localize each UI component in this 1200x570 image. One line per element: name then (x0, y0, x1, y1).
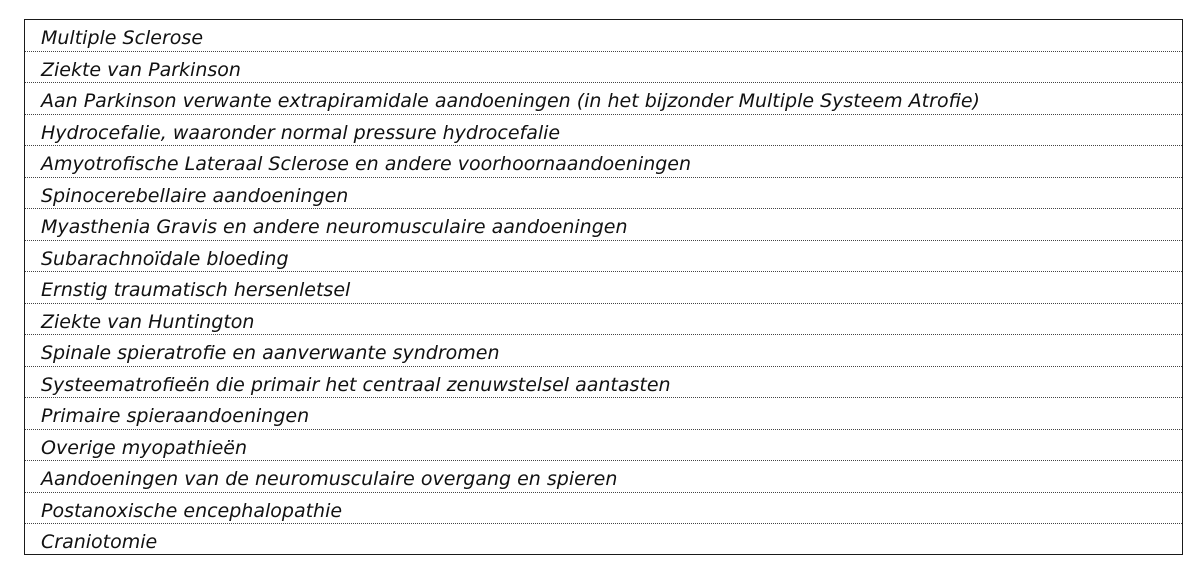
table-row: Systeematrofieën die primair het centraal zenuwstelsel aantasten (25, 367, 1182, 399)
table-row: Craniotomie (41, 531, 158, 553)
table-row: Subarachnoïdale bloeding (25, 241, 1182, 273)
table-row: Spinale spieratrofie en aanverwante syndromen (25, 335, 1182, 367)
table-row: Ziekte van Huntington (25, 304, 1182, 336)
table-row: Ziekte van Parkinson (25, 52, 1182, 84)
table-row: Multiple Sclerose (25, 20, 1182, 52)
table-row: Overige myopathieën (25, 430, 1182, 462)
table-row: Ernstig traumatisch hersenletsel (25, 272, 1182, 304)
table-row: Primaire spieraandoeningen (25, 398, 1182, 430)
table-row: Myasthenia Gravis en andere neuromusculaire aandoeningen (25, 209, 1182, 241)
table-row: Hydrocefalie, waaronder normal pressure hydrocefalie (25, 115, 1182, 147)
table-row: Aandoeningen van de neuromusculaire overgang en spieren (25, 461, 1182, 493)
table-row: Aan Parkinson verwante extrapiramidale aandoeningen (in het bijzonder Multiple Systeem Atrofie) (25, 83, 1182, 115)
table-row: Postanoxische encephalopathie (25, 493, 1182, 525)
table-row: Spinocerebellaire aandoeningen (25, 178, 1182, 210)
table-row: Amyotrofische Lateraal Sclerose en andere voorhoornaandoeningen (25, 146, 1182, 178)
condition-table (24, 19, 1183, 555)
